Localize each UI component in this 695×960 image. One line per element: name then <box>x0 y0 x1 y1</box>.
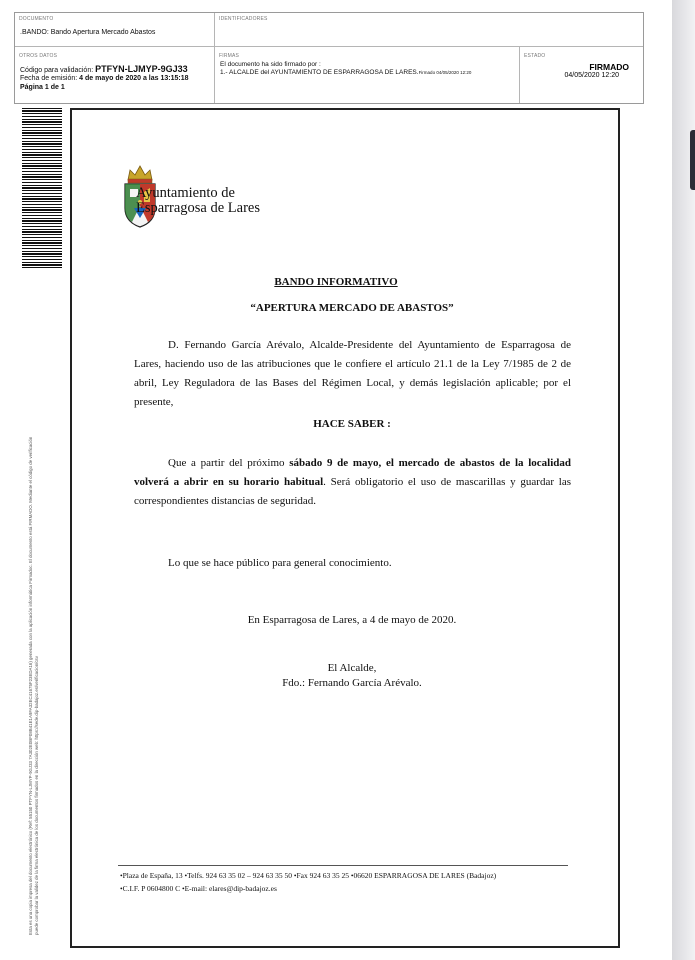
logo-line1: Ayuntamiento de <box>136 185 235 201</box>
footer-contact-line: •C.I.F. P 0604800 C •E-mail: elares@dip-badajoz.es <box>120 884 277 893</box>
otros-datos-cell <box>15 47 215 103</box>
firmas-line2 <box>220 69 471 76</box>
signature-block <box>0 661 695 691</box>
scan-edge <box>672 0 695 960</box>
announcement-highlight: sábado 9 de mayo, el mercado de abastos de la localidad volverá a abrir en su horario habitual <box>134 457 571 488</box>
hace-saber-heading: HACE SABER : <box>313 418 391 430</box>
public-notice-line: Lo que se hace público para general conocimiento. <box>168 557 392 569</box>
firmas-label: FIRMAS <box>219 53 240 59</box>
firmas-cell <box>215 47 520 103</box>
codigo-value: PTFYN-LJMYP-9GJ33 <box>95 64 188 74</box>
firmas-signer: 1.- ALCALDE del AYUNTAMIENTO DE ESPARRAGOSA DE LARES. <box>220 69 419 76</box>
side-legal-text <box>28 275 40 935</box>
fecha-label: Fecha de emisión: <box>20 75 78 82</box>
fecha-value: 4 de mayo de 2020 a las 13:15:18 <box>79 75 189 82</box>
page-count: Página 1 de 1 <box>20 84 65 91</box>
announcement-start: Que a partir del próximo <box>168 457 290 469</box>
side-text-line2: puede comprobar la validez de la firma electrónica de los documentos firmados en la dirección web: https://sede.dip-badajoz.es/verificacion/csv <box>34 656 39 935</box>
fecha-line <box>20 75 189 82</box>
scan-edge-shadow <box>690 130 695 190</box>
signature-role: El Alcalde, <box>327 662 377 674</box>
identificadores-cell <box>215 13 643 47</box>
footer-divider <box>118 865 568 866</box>
documento-cell <box>15 13 215 47</box>
estado-value: FIRMADO <box>589 62 629 72</box>
bando-frame <box>70 108 620 948</box>
validation-barcode <box>22 108 62 270</box>
estado-cell <box>520 47 643 103</box>
identificadores-label: IDENTIFICADORES <box>219 16 268 22</box>
codigo-label: Código para validación: <box>20 67 94 74</box>
logo-line2: Esparragosa de Lares <box>136 200 260 216</box>
place-date-line: En Esparragosa de Lares, a 4 de mayo de 2020. <box>247 614 457 626</box>
side-text-line1: Esta es una copia impresa del documento electrónico (Ref: 55150 PTFYN-LJMYP-9GJ33 7A302E0BF08B41E1A9FA32EC41675F23EDA16) generada con la aplicación informática Firmadoc. El documento está FIRMADO. Mediante el código de verificación <box>28 436 33 935</box>
documento-value: .BANDO: Bando Apertura Mercado Abastos <box>20 29 156 36</box>
firmas-line1: El documento ha sido firmado por : <box>220 61 321 68</box>
footer-address-line: •Plaza de España, 13 •Telfs. 924 63 35 02 – 924 63 35 50 •Fax 924 63 35 25 •06620 ESPARRAGOSA DE LARES (Badajoz) <box>120 871 497 880</box>
bando-subtitle: “APERTURA MERCADO DE ABASTOS” <box>250 302 454 314</box>
announcement-paragraph <box>134 454 571 511</box>
otros-datos-label: OTROS DATOS <box>19 53 58 59</box>
signature-header-box <box>14 12 644 104</box>
firmas-timestamp: Firmado 04/05/2020 12:20 <box>418 70 472 75</box>
estado-label: ESTADO <box>524 53 546 59</box>
signature-name: Fdo.: Fernando García Arévalo. <box>282 677 422 689</box>
municipality-name <box>136 186 260 216</box>
documento-label: DOCUMENTO <box>19 16 54 22</box>
bando-title: BANDO INFORMATIVO <box>274 276 398 288</box>
announcement-end: . Será obligatorio el uso de mascarillas y guardar las correspondientes distancias de seguridad. <box>134 476 571 507</box>
estado-date: 04/05/2020 12:20 <box>564 72 619 79</box>
codigo-line <box>20 64 188 74</box>
intro-paragraph: D. Fernando García Arévalo, Alcalde-Presidente del Ayuntamiento de Esparragosa de Lares, haciendo uso de las atribuciones que le confiere el artículo 21.1 de la Ley 7/1985 de 2 de abril, Ley Reguladora de las Bases del Régimen Local, y demás legislación aplicable; por el presente, <box>134 339 571 408</box>
